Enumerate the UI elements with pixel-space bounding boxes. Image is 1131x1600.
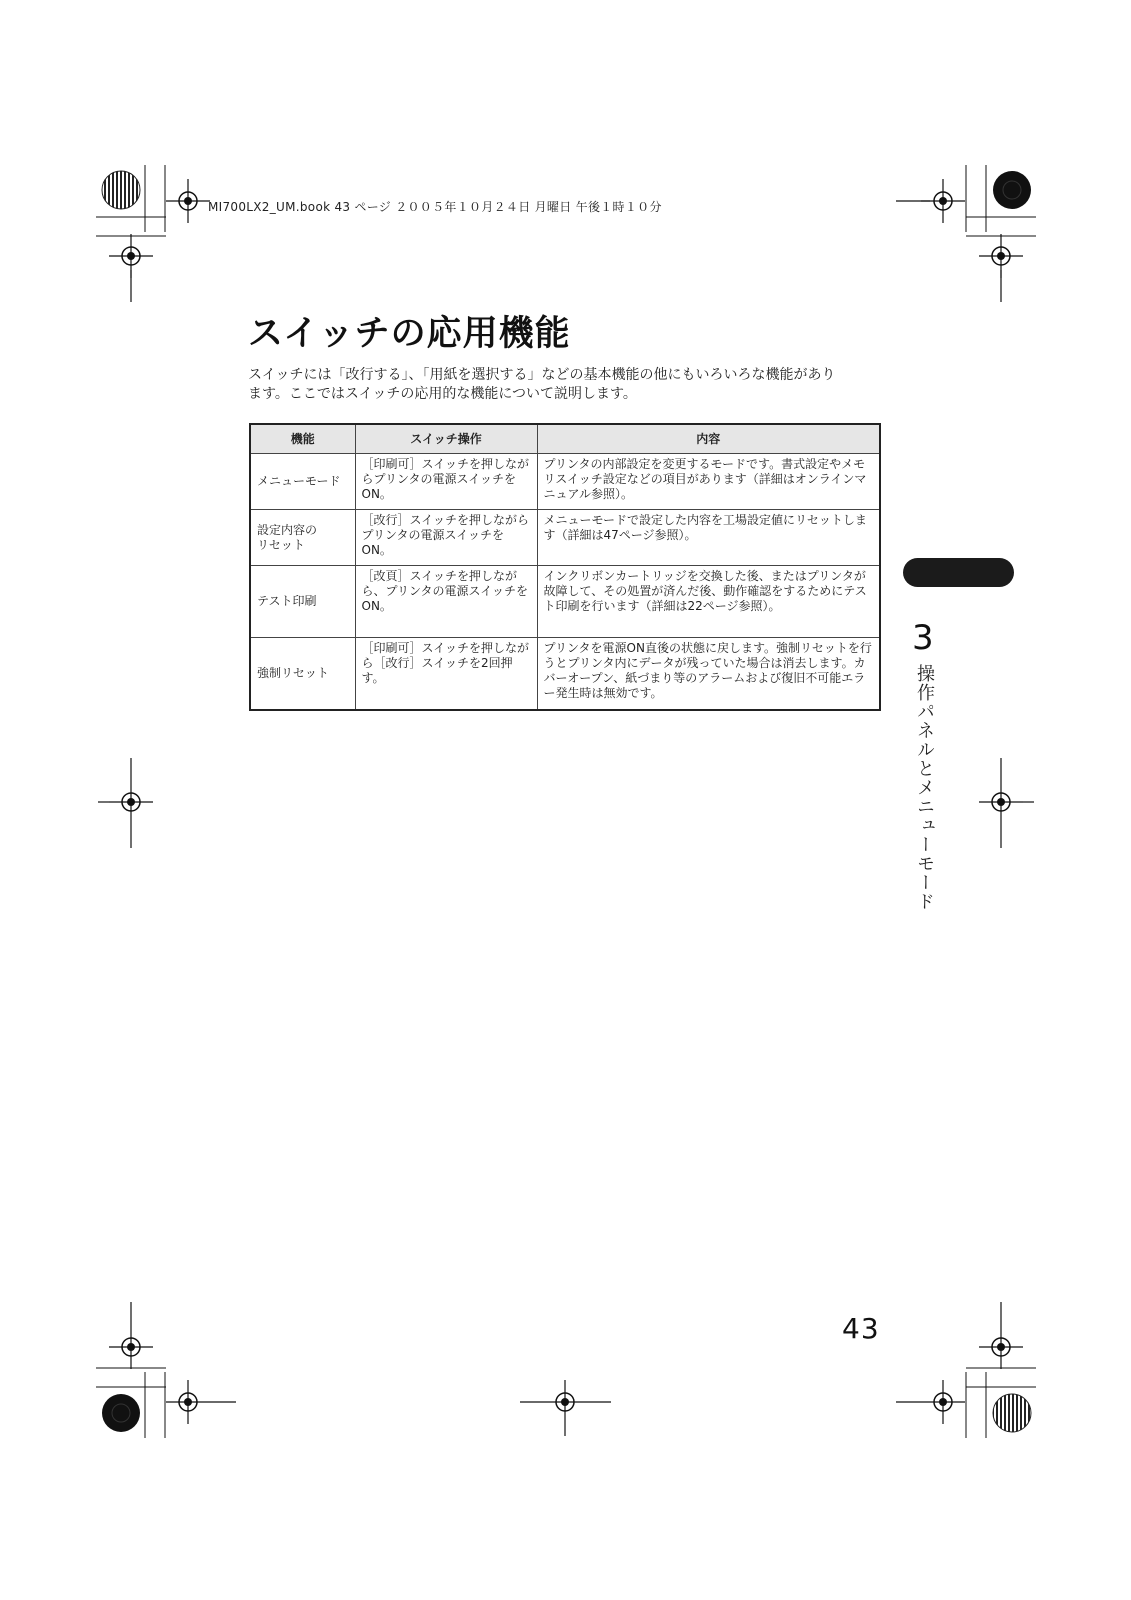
page-title: スイッチの応用機能 xyxy=(248,314,571,354)
book-file-header: MI700LX2_UM.book 43 ページ ２００５年１０月２４日 月曜日 午後１時１０分 xyxy=(208,200,662,214)
intro-line: ます。ここではスイッチの応用的な機能について説明します。 xyxy=(248,386,637,402)
chapter-title: 操作パネルとメニューモード xyxy=(914,664,935,911)
table-row xyxy=(250,454,880,510)
color-bar-icon xyxy=(993,1394,1031,1432)
crosshair-icon xyxy=(979,1325,1023,1369)
crosshair-icon xyxy=(166,179,210,223)
function-cell: テスト印刷 xyxy=(250,566,355,638)
column-header-function: 機能 xyxy=(250,424,355,454)
description-cell: メニューモードで設定した内容を工場設定値にリセットします（詳細は47ページ参照）。 xyxy=(537,510,880,566)
table-row xyxy=(250,638,880,710)
function-cell: メニューモード xyxy=(250,454,355,510)
operation-cell: ［印刷可］スイッチを押しながら［改行］スイッチを2回押す。 xyxy=(355,638,537,710)
color-bar-icon xyxy=(102,171,140,209)
crosshair-icon xyxy=(543,1380,587,1424)
operation-cell: ［印刷可］スイッチを押しながらプリンタの電源スイッチをON。 xyxy=(355,454,537,510)
registration-dot-icon xyxy=(102,1394,140,1432)
operation-cell: ［改頁］スイッチを押しながら、プリンタの電源スイッチをON。 xyxy=(355,566,537,638)
intro-line: スイッチには「改行する」、「用紙を選択する」などの基本機能の他にもいろいろな機能があり xyxy=(248,367,836,383)
chapter-number: 3 xyxy=(912,618,934,658)
crosshair-icon xyxy=(921,1380,965,1424)
function-cell: 強制リセット xyxy=(250,638,355,710)
description-cell: インクリボンカートリッジを交換した後、またはプリンタが故障して、その処置が済んだ後、動作確認をするためにテスト印刷を行います（詳細は22ページ参照）。 xyxy=(537,566,880,638)
table-header-row xyxy=(250,424,880,454)
crosshair-icon xyxy=(166,1380,210,1424)
registration-dot-icon xyxy=(993,171,1031,209)
crosshair-icon xyxy=(109,780,153,824)
intro-paragraph xyxy=(248,366,888,404)
description-cell: プリンタを電源ON直後の状態に戻します。強制リセットを行うとプリンタ内にデータが残っていた場合は消去します。カバーオープン、紙づまり等のアラームおよび復旧不可能エラー発生時は無効です。 xyxy=(537,638,880,710)
crosshair-icon xyxy=(921,179,965,223)
function-cell: 設定内容の リセット xyxy=(250,510,355,566)
table-row xyxy=(250,510,880,566)
operation-cell: ［改行］スイッチを押しながらプリンタの電源スイッチをON。 xyxy=(355,510,537,566)
crosshair-icon xyxy=(979,780,1023,824)
crosshair-icon xyxy=(109,1325,153,1369)
switch-features-table xyxy=(249,423,881,711)
chapter-tab xyxy=(903,558,1014,587)
description-cell: プリンタの内部設定を変更するモードです。書式設定やメモリスイッチ設定などの項目があります（詳細はオンラインマニュアル参照）。 xyxy=(537,454,880,510)
column-header-operation: スイッチ操作 xyxy=(355,424,537,454)
column-header-description: 内容 xyxy=(537,424,880,454)
table-row xyxy=(250,566,880,638)
page-number: 43 xyxy=(842,1312,880,1345)
